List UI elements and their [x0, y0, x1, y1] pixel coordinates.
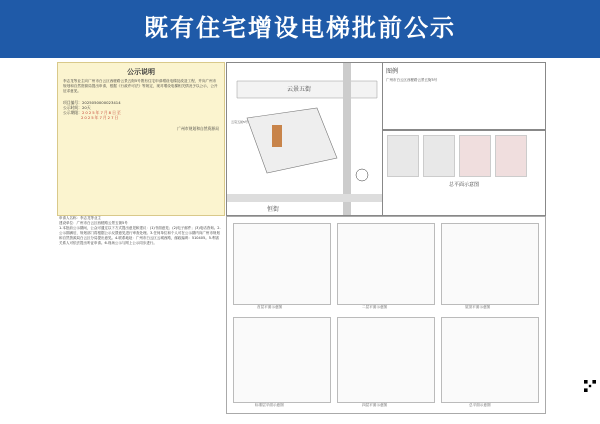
road-north-label: 云景五街 — [287, 86, 312, 93]
issuing-org: 广州市规划和自然资源局 — [177, 126, 219, 132]
period-label: 公示时间： — [63, 104, 82, 110]
photos-panel — [382, 130, 546, 216]
end-date: 2025年7月27日 — [81, 115, 120, 121]
notice-heading: 公示说明 — [127, 68, 155, 76]
plan-2 — [337, 223, 435, 305]
body-text: 1.本批前公示期间，公众可通过以下方式提出意见和建议：(1)书面意见；(2)电子邮件；(3)电话咨询。2.公示期满后，规划部门将根据公示反馈意见进行审查处理。3.任何单位和个人可在公示期内向广州市规划和自然资源局白云区分局提出意见。4.联系地址：广州市白云区云城西路，邮政编码：510405。5.利害关系人可依法提出听证申请。6.现场公示与网上公示同步进行。 — [59, 225, 221, 245]
plan-4 — [233, 317, 331, 403]
start-date: 2025年7月8日至 — [81, 110, 122, 116]
notice-panel — [57, 62, 225, 216]
page-title: 既有住宅增设电梯批前公示 — [0, 0, 600, 58]
qr-code-icon — [584, 380, 596, 392]
plan-label-6: 总平面示意图 — [469, 403, 491, 407]
legend-title: 图例 — [386, 68, 399, 75]
builder: 建设单位：广州市白云区西槎路云景五街5号 — [59, 220, 128, 225]
plan-5 — [337, 317, 435, 403]
notice-meta — [63, 100, 219, 121]
floor-plans — [226, 216, 546, 414]
plan-label-1: 首层平面示意图 — [257, 305, 283, 309]
project-no-label: 项目编号： — [63, 99, 82, 105]
project-no: 2025050000023414 — [81, 99, 121, 105]
building-label: 云景五街5号 — [231, 120, 248, 124]
legend-panel — [382, 62, 546, 130]
elevator-site — [272, 125, 282, 147]
plan-label-4: 标准层平面示意图 — [255, 403, 284, 407]
plan-label-5: 四层平面示意图 — [362, 403, 388, 407]
plan-6 — [441, 317, 539, 403]
period: 20天 — [81, 104, 91, 110]
site-map-drawing — [227, 63, 382, 215]
notice-body — [57, 216, 223, 412]
plan-label-2: 二层平面示意图 — [362, 305, 388, 309]
applicant: 申请人名称：李志龙等业主 — [59, 216, 101, 220]
north-arrow-icon — [356, 169, 368, 181]
plan-1 — [233, 223, 331, 305]
range-label: 公示期限： — [63, 110, 82, 116]
plan-label-3: 屋顶平面示意图 — [465, 305, 491, 309]
legend-item: 广州市白云区西槎路云景五街5号 — [386, 78, 438, 82]
notice-intro: 李志龙等业主向广州市白云区西槎路云景五街5号既有住宅申请增设电梯及改造工程，并向广州市规划和自然资源局提出申请，根据《行政许可法》等规定，现对增设电梯相关情况予以公示，公开征求意见。 — [63, 79, 218, 94]
site-map — [226, 62, 383, 216]
photos-caption: 总平面示意图 — [448, 182, 479, 188]
road-south-label: 恒街 — [267, 206, 280, 213]
plan-3 — [441, 223, 539, 305]
